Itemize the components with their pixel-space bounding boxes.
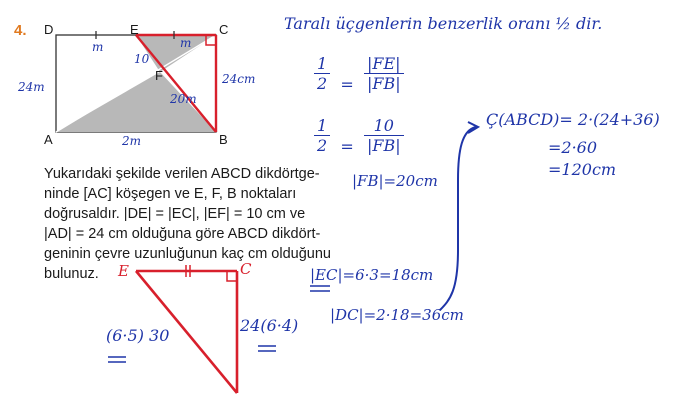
label-c: C <box>219 22 229 37</box>
label-a: A <box>44 132 53 147</box>
problem-line: doğrusaldır. |DE| = |EC|, |EF| = 10 cm ve <box>44 206 306 222</box>
eq2-rhs-den: |FB| <box>364 135 404 155</box>
problem-line: Yukarıdaki şekilde verilen ABCD dikdörtge- <box>44 166 320 182</box>
tri-right-label: 24(6·4) <box>240 316 299 335</box>
brace-connector <box>440 127 476 310</box>
perimeter-line1: Ç(ABCD)= 2·(24+36) <box>486 110 660 129</box>
question-number: 4. <box>14 22 27 39</box>
problem-line: geninin çevre uzunluğunun kaç cm olduğunu <box>44 246 331 262</box>
hand-header: Taralı üçgenlerin benzerlik oranı ½ dir. <box>284 14 603 33</box>
mark-de: m <box>92 40 104 54</box>
label-f: F <box>155 68 163 83</box>
fb-result: |FB|=20cm <box>352 172 438 190</box>
mark-cb: 24cm <box>222 72 256 86</box>
mark-ad: 24m <box>18 80 45 94</box>
tri-label-c: C <box>240 260 252 278</box>
eq1: $\frac{1}{2} = \frac{|FE|}{|FB|}$ <box>314 54 404 94</box>
mark-ec: m <box>180 36 192 50</box>
eq2: $\frac{1}{2} = \frac{10}{|FB|}$ <box>314 116 404 156</box>
label-d: D <box>44 22 54 37</box>
mark-ab: 2m <box>122 134 142 148</box>
eq1-rhs-num: |FE| <box>366 54 401 73</box>
perimeter-line2: =2·60 <box>548 138 598 157</box>
eq2-den: 2 <box>314 135 330 155</box>
problem-line: |AD| = 24 cm olduğuna göre ABCD dikdört- <box>44 226 321 242</box>
perimeter-line3: =120cm <box>548 160 617 179</box>
ec-result: |EC|=6·3=18cm <box>310 266 434 284</box>
eq2-num: 1 <box>317 116 328 135</box>
eq2-rhs-num: 10 <box>373 116 394 135</box>
problem-line: ninde [AC] köşegen ve E, F, B noktaları <box>44 186 297 202</box>
problem-line: bulunuz. <box>44 266 99 282</box>
tri-label-e: E <box>118 262 129 280</box>
tri-left-label: (6·5) 30 <box>106 326 170 345</box>
eq1-num: 1 <box>317 54 328 73</box>
eq1-den: 2 <box>314 73 330 93</box>
eq1-rhs-den: |FB| <box>364 73 404 93</box>
mark-ef: 10 <box>134 52 150 66</box>
label-b: B <box>219 132 228 147</box>
dc-result: |DC|=2·18=36cm <box>330 306 464 324</box>
mark-fb: 20m <box>170 92 197 106</box>
label-e: E <box>130 22 139 37</box>
